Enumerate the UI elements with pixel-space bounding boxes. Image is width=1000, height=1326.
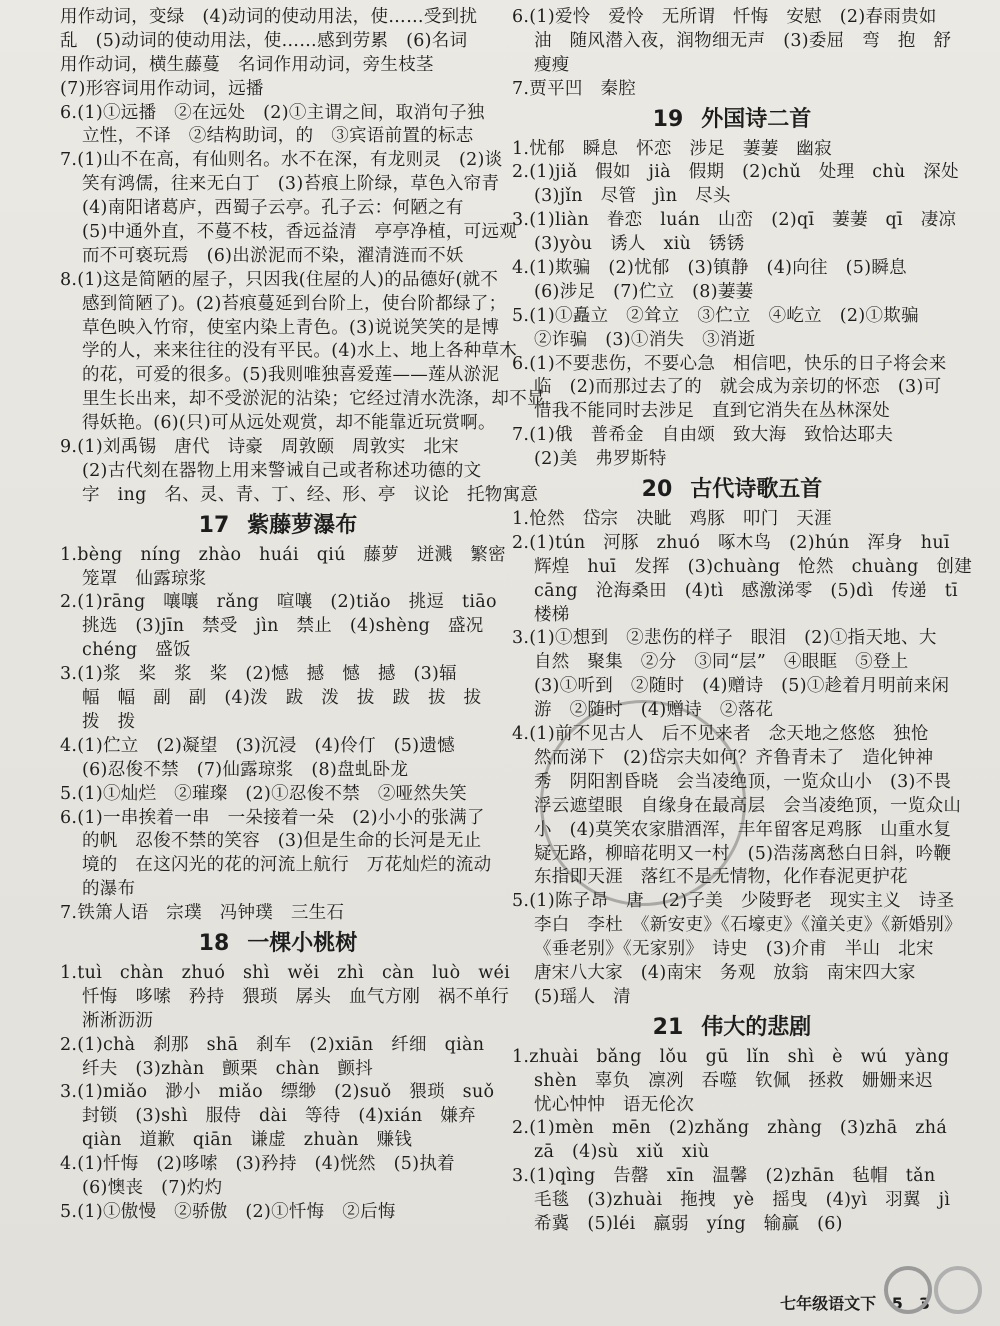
text-line: 疑无路，柳暗花明又一村 (5)浩荡离愁白日斜，吟鞭	[534, 843, 952, 864]
text-line: 希冀 (5)léi 羸弱 yíng 输赢 (6)	[534, 1213, 843, 1234]
text-line: 感到简陋了)。(2)苔痕蔓延到台阶上，使台阶都绿了；	[82, 293, 507, 314]
text-line: 纤夫 (3)zhàn 颤栗 chàn 颤抖	[82, 1058, 374, 1079]
block-19	[512, 138, 959, 472]
text-line: 境的 在这闪光的花的河流上航行 万花灿烂的流动	[82, 855, 492, 876]
text-line: (6)懊丧 (7)灼灼	[82, 1177, 223, 1198]
text-line: 的帆 忍俊不禁的笑容 (3)但是生命的长河是无止	[82, 831, 482, 852]
text-line: 瘦瘦	[534, 54, 570, 75]
text-line: 唐宋八大家 (4)南宋 务观 放翁 南宋四大家	[534, 962, 916, 983]
text-line: 5.(1)①矗立 ②耸立 ③伫立 ④屹立 (2)①欺骗	[512, 305, 919, 326]
text-line: 草色映入竹帘，使室内染上青色。(3)说说笑笑的是博	[82, 317, 500, 338]
text-line: 2.(1)chà 刹那 shā 刹车 (2)xiān 纤细 qiàn	[60, 1034, 485, 1055]
text-line: 得妖艳。(6)(只)可从远处观赏，却不能靠近玩赏啊。	[82, 413, 496, 434]
text-line: 4.(1)忏悔 (2)哆嗦 (3)矜持 (4)恍然 (5)执着	[60, 1154, 455, 1175]
section-heading-17	[60, 508, 496, 544]
text-line: 6.(1)一串挨着一串 一朵接着一朵 (2)小小的张满了	[60, 807, 485, 828]
text-line: 《垂老别》《无家别》 诗史 (3)介甫 半山 北宋	[534, 939, 934, 960]
section-heading-18	[60, 926, 496, 962]
text-line: 7.(1)俄 普希金 自由颂 致大海 致恰达耶夫	[512, 425, 894, 446]
text-line: 8.(1)这是简陋的屋子，只因我(住屋的人)的品德好(就不	[60, 269, 499, 290]
section-number: 18	[198, 930, 230, 956]
text-line: 1.zhuài bǎng lǒu gū lǐn shì è wú yàng	[512, 1046, 950, 1067]
text-line: 6.(1)①远播 ②在远处 (2)①主谓之间，取消句子独	[60, 102, 485, 123]
section-number: 21	[652, 1014, 684, 1040]
text-line: 秀 阴阳割昏晓 会当凌绝顶，一览众山小 (3)不畏	[534, 771, 952, 792]
page-footer	[780, 1291, 930, 1314]
text-line: 忏悔 哆嗦 矜持 猥琐 孱头 血气方刚 祸不单行	[82, 986, 510, 1007]
text-line: chéng 盛饭	[82, 640, 191, 661]
text-line: (5)中通外直，不蔓不枝，香远益清 亭亭净植，可远观	[82, 222, 518, 243]
text-line: 用作动词，变绿 (4)动词的使动用法，使……受到扰	[60, 7, 478, 27]
text-line: (2)古代刻在器物上用来警诫自己或者称述功德的文	[82, 460, 482, 481]
section-number: 19	[652, 106, 684, 132]
text-line: (5)瑶人 清	[534, 986, 631, 1007]
text-line: 油 随风潜入夜，润物细无声 (3)委屈 弯 抱 舒	[534, 30, 952, 51]
text-line: 5.(1)①傲慢 ②骄傲 (2)①忏悔 ②后悔	[60, 1201, 396, 1222]
text-line: 淅淅沥沥	[82, 1010, 154, 1031]
text-line: 幅 幅 副 副 (4)泼 跋 泼 拔 跋 拔 拔	[82, 688, 482, 709]
text-line: 1.怆然 岱宗 决眦 鸡豚 叩门 天涯	[512, 509, 832, 530]
block-21	[512, 1046, 952, 1237]
text-line: 游 ②随时 (4)赠诗 ②落花	[534, 700, 774, 721]
text-line: 2.(1)tún 河豚 zhuó 啄木鸟 (2)hún 浑身 huī	[512, 532, 950, 553]
text-line: 字 ing 名、灵、青、丁、经、形、亭 议论 托物寓意	[82, 484, 539, 505]
text-line: 7.铁箫人语 宗璞 冯钟璞 三生石	[60, 903, 345, 924]
text-line: (2)美 弗罗斯特	[534, 449, 667, 470]
text-line: 7.(1)山不在高，有仙则名。水不在深，有龙则灵 (2)谈	[60, 150, 503, 171]
text-line: 3.(1)①想到 ②悲伤的样子 眼泪 (2)①指天地、大	[512, 628, 937, 649]
text-line: 挑选 (3)jīn 禁受 jìn 禁止 (4)shèng 盛况	[82, 616, 484, 637]
block-18	[60, 962, 511, 1225]
text-line: 4.(1)前不见古人 后不见来者 念天地之悠悠 独怆	[512, 724, 929, 745]
text-line: (3)yòu 诱人 xiù 锈锈	[534, 234, 745, 255]
text-line: 小 (4)莫笑农家腊酒浑，丰年留客足鸡豚 山重水复	[534, 819, 952, 840]
text-line: 李白 李杜 《新安吏》《石壕吏》《潼关吏》《新婚别》	[534, 915, 962, 936]
text-line: 3.(1)浆 桨 浆 桨 (2)憾 撼 憾 撼 (3)辐	[60, 664, 457, 685]
text-line: 用作动词，横生藤蔓 名词作用动词，旁生枝茎	[60, 54, 434, 75]
text-line: 浮云遮望眼 自缘身在最高层 会当凌绝顶，一览众山	[534, 795, 962, 816]
text-line: 3.(1)liàn 眷恋 luán 山峦 (2)qī 萋萋 qī 凄凉	[512, 210, 957, 231]
text-line: 1.tuì chàn zhuó shì wěi zhì càn luò wéi	[60, 962, 511, 983]
text-line: 3.(1)qìng 告罄 xīn 温馨 (2)zhān 毡帽 tǎn	[512, 1166, 936, 1187]
text-line: 4.(1)欺骗 (2)忧郁 (3)镇静 (4)向往 (5)瞬息	[512, 258, 907, 279]
text-line: 东指即天涯 落红不是无情物，化作春泥更护花	[534, 867, 908, 888]
section-title: 一棵小桃树	[247, 930, 358, 956]
text-line: 1.忧郁 瞬息 怀恋 涉足 萋萋 幽寂	[512, 138, 832, 159]
text-line: 立性，不译 ②结构助词，的 ③宾语前置的标志	[82, 126, 474, 147]
text-line: zā (4)sù xiǔ xiù	[534, 1142, 710, 1163]
text-line: 里生长出来，却不受淤泥的沾染；它经过清水洗涤，却不显	[82, 389, 545, 410]
text-line: 7.贾平凹 秦腔	[512, 78, 637, 99]
text-line: 4.(1)伫立 (2)凝望 (3)沉浸 (4)伶仃 (5)遗憾	[60, 735, 455, 756]
text-line: 封锁 (3)shì 服侍 dài 等待 (4)xián 嫌弃	[82, 1106, 476, 1127]
text-line: 5.(1)①灿烂 ②璀璨 (2)①忍俊不禁 ②哑然失笑	[60, 783, 467, 804]
text-line: 忧心忡忡 语无伦次	[534, 1094, 695, 1115]
text-line: (4)南阳诸葛庐，西蜀子云亭。孔子云：何陋之有	[82, 198, 464, 219]
text-line: (7)形容词用作动词，远播	[60, 78, 264, 99]
text-line: 的花，可爱的很多。(5)我则唯独喜爱莲——莲从淤泥	[82, 365, 500, 386]
text-line: 6.(1)不要悲伤，不要心急 相信吧，快乐的日子将会来	[512, 353, 947, 374]
text-line: 自然 聚集 ②分 ③同“层” ④眼眶 ⑤登上	[534, 652, 909, 673]
text-line: 笼罩 仙露琼浆	[82, 568, 207, 589]
text-line: 辉煌 huī 发挥 (3)chuàng 怆然 chuàng 创建	[534, 556, 973, 577]
text-line: (6)涉足 (7)伫立 (8)萋萋	[534, 281, 754, 302]
text-line: cāng 沧海桑田 (4)tì 感激涕零 (5)dì 传递 tī	[534, 580, 958, 601]
text-line: 学的人，来来往往的没有平民。(4)水上、地上各种草木	[82, 341, 518, 362]
text-line: 的瀑布	[82, 879, 136, 900]
section-title: 紫藤萝瀑布	[247, 512, 358, 538]
text-line: qiàn 道歉 qiān 谦虚 zhuàn 赚钱	[82, 1130, 413, 1151]
text-line: 然而涕下 (2)岱宗夫如何？齐鲁青未了 造化钟神	[534, 747, 934, 768]
text-line: 2.(1)jiǎ 假如 jià 假期 (2)chǔ 处理 chù 深处	[512, 162, 959, 183]
section-number: 17	[198, 512, 230, 538]
text-line: 笑有鸿儒，往来无白丁 (3)苔痕上阶绿，草色入帘青	[82, 174, 500, 195]
text-line: 3.(1)miǎo 渺小 miǎo 缥缈 (2)suǒ 猥琐 suǒ	[60, 1082, 495, 1103]
block-20	[512, 508, 973, 1010]
right-column	[512, 6, 973, 1237]
text-line: 9.(1)刘禹锡 唐代 诗豪 周敦颐 周敦实 北宋	[60, 437, 459, 458]
section-title: 古代诗歌五首	[690, 477, 823, 503]
block-16-continued	[60, 6, 545, 508]
text-line: 惜我不能同时去涉足 直到它消失在丛林深处	[534, 401, 890, 422]
section-heading-21	[512, 1010, 952, 1046]
text-line: 而不可亵玩焉 (6)出淤泥而不染，濯清涟而不妖	[82, 245, 464, 266]
text-line: 2.(1)mèn mēn (2)zhǎng zhàng (3)zhā zhá	[512, 1118, 948, 1139]
text-line: 乱 (5)动词的使动用法，使……感到劳累 (6)名词	[60, 30, 468, 51]
section-title: 外国诗二首	[701, 106, 812, 132]
text-line: ②诈骗 (3)①消失 ③消逝	[534, 329, 756, 350]
text-line: 2.(1)rāng 嚷嚷 rǎng 喧嚷 (2)tiǎo 挑逗 tiāo	[60, 592, 497, 613]
text-line: 拨 拨	[82, 711, 136, 732]
text-line: 临 (2)而那过去了的 就会成为亲切的怀恋 (3)可	[534, 377, 942, 398]
text-line: 毛毯 (3)zhuài 拖拽 yè 摇曳 (4)yì 羽翼 jì	[534, 1190, 951, 1211]
footer-label: 七年级语文下	[780, 1294, 877, 1313]
text-line: shèn 辜负 凛冽 吞噬 钦佩 拯救 姗姗来迟	[534, 1070, 934, 1091]
left-column	[60, 6, 545, 1225]
section-heading-20	[512, 472, 952, 508]
section-title: 伟大的悲剧	[701, 1014, 812, 1040]
text-line: 5.(1)陈子昂 唐 (2)子美 少陵野老 现实主义 诗圣	[512, 891, 955, 912]
page-number: 5 3	[891, 1294, 930, 1313]
text-line: (3)jǐn 尽管 jìn 尽头	[534, 186, 731, 207]
text-line: 楼梯	[534, 604, 570, 625]
section-number: 20	[641, 477, 673, 503]
block-18-continued	[512, 6, 952, 102]
text-line: 6.(1)爱怜 爱怜 无所谓 忏悔 安慰 (2)春雨贵如	[512, 7, 937, 27]
text-line: 1.bèng níng zhào huái qiú 藤萝 迸溅 繁密	[60, 544, 506, 565]
text-line: (6)忍俊不禁 (7)仙露琼浆 (8)盘虬卧龙	[82, 759, 409, 780]
section-heading-19	[512, 102, 952, 138]
text-line: (3)①听到 ②随时 (4)赠诗 (5)①趁着月明前来闲	[534, 676, 950, 697]
block-17	[60, 544, 506, 926]
